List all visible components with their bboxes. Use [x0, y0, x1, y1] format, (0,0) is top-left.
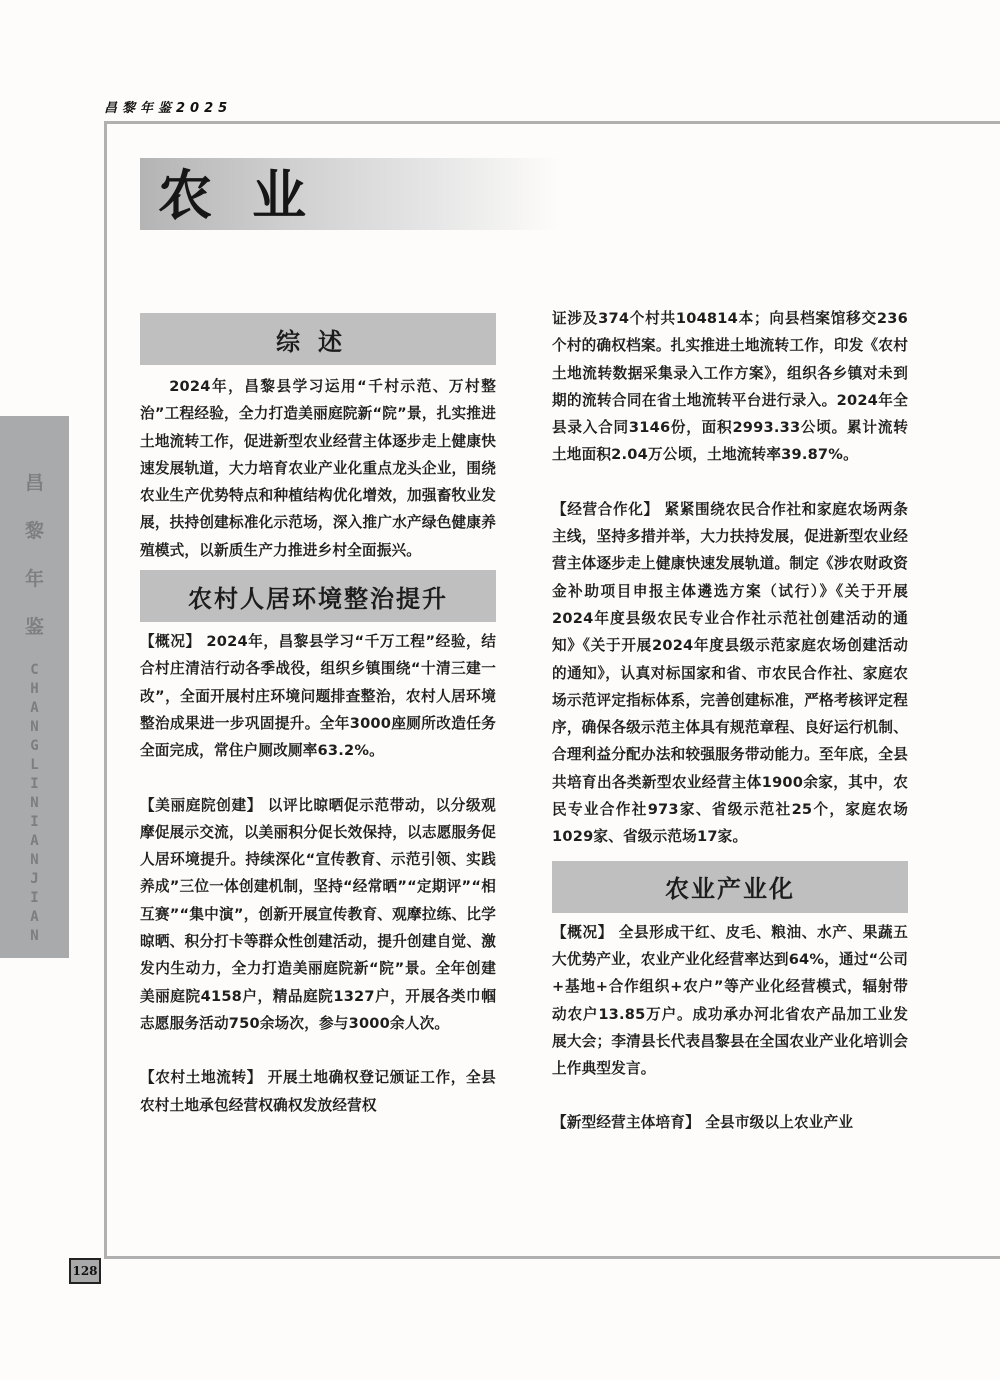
side-tab-char: 年	[24, 568, 44, 590]
side-tab-cn	[25, 474, 44, 637]
paragraph-text: 2024年，昌黎县学习“千万工程”经验，结合村庄清洁行动各季战役，组织乡镇围绕“十清三建一改”，全面开展村庄环境问题排查整治，农村人居环境整治成果进一步巩固提升。全年3000座厕所改造任务全面完成，常住户厕改厕率63.2%。	[140, 633, 496, 760]
running-head: 昌黎年鉴2025	[104, 101, 233, 116]
paragraph-new-entity-cultivation	[552, 1109, 908, 1136]
section-heading-industrialization: 农业产业化	[552, 861, 908, 913]
spacer	[140, 1037, 496, 1064]
paragraph-cooperation	[552, 496, 908, 851]
paragraph-label: 【概况】	[552, 923, 613, 941]
paragraph-label: 【美丽庭院创建】	[140, 796, 262, 814]
section-heading-overview: 综述	[140, 313, 496, 365]
side-tab-char: 鉴	[24, 616, 44, 638]
chapter-title: 农业	[158, 163, 346, 227]
paragraph-label: 【新型经营主体培育】	[552, 1114, 700, 1132]
paragraph-text: 以评比晾晒促示范带动，以分级观摩促展示交流，以美丽积分促长效保持，以志愿服务促人居环境提升。持续深化“宣传教育、示范引领、实践养成”三位一体创建机制，坚持“经常晒”“定期评”“相互赛”“集中演”，创新开展宣传教育、观摩拉练、比学晾晒、积分打卡等群众性创建活动，提升创建自觉、激发内生动力，全力打造美丽庭院新“院”景。全年创建美丽庭院4158户，精品庭院1327户，开展各类巾帼志愿服务活动750余场次，参与3000余人次。	[140, 796, 496, 1032]
section-heading-rural-environment: 农村人居环境整治提升	[140, 570, 496, 622]
paragraph-label: 【概况】	[140, 633, 201, 651]
paragraph-text: 紧紧围绕农民合作社和家庭农场两条主线，坚持多措并举，大力扶持发展，促进新型农业经营主体逐步走上健康快速发展轨道。制定《涉农财政资金补助项目申报主体遴选方案（试行）》《关于开展2024年度县级农民专业合作社示范社创建活动的通知》《关于开展2024年度县级示范家庭农场创建活动的通知》，认真对标国家和省、市农民合作社、家庭农场示范评定指标体系，完善创建标准，严格考核评定程序，确保各级示范主体具有规范章程、良好运行机制、合理利益分配办法和较强服务带动能力。至年底，全县共培育出各类新型农业经营主体1900余家，其中，农民专业合作社973家、省级示范社25个，家庭农场1029家、省级示范场17家。	[552, 500, 909, 846]
side-tab-char: 昌	[24, 472, 44, 494]
page-number: 128	[69, 1258, 101, 1284]
paragraph-industrialization-overview	[552, 919, 908, 1083]
frame-left-rule	[104, 121, 107, 1258]
land-transfer-continued: 证涉及374个村共104814本；向县档案馆移交236个村的确权档案。扎实推进土地流转工作，印发《农村土地流转数据采集录入工作方案》，组织各乡镇对未到期的流转合同在省土地流转平台进行录入。2024年全县录入合同3146份，面积2993.33公顷。累计流转土地面积2.04万公顷，土地流转率39.87%。	[552, 310, 908, 464]
side-tab-en: CHANGLINIANJIAN	[26, 662, 43, 947]
right-column	[552, 305, 908, 1137]
paragraph-label: 【农村土地流转】	[140, 1069, 262, 1087]
left-column	[140, 313, 496, 1119]
spacer	[552, 469, 908, 496]
frame-bottom-rule	[104, 1256, 1000, 1259]
paragraph-text: 全县形成干红、皮毛、粮油、水产、果蔬五大优势产业，农业产业化经营率达到64%，通过“公司+基地+合作组织+农户”等产业化经营模式，辐射带动农户13.85万户。成功承办河北省农产品加工业发展大会；李清县长代表昌黎县在全国农业产业化培训会上作典型发言。	[552, 923, 908, 1078]
paragraph-rural-overview	[140, 628, 496, 764]
side-thumb-tab	[0, 416, 69, 958]
frame-top-rule	[104, 121, 1000, 124]
overview-paragraph: 2024年，昌黎县学习运用“千村示范、万村整治”工程经验，全力打造美丽庭院新“院”景，扎实推进土地流转工作，促进新型农业经营主体逐步走上健康快速发展轨道，大力培育农业产业化重点龙头企业，围绕农业生产优势特点和种植结构优化增效，加强畜牧业发展，扶持创建标准化示范场，深入推广水产绿色健康养殖模式，以新质生产力推进乡村全面振兴。	[140, 378, 496, 559]
side-tab-char: 黎	[24, 520, 44, 542]
spacer	[140, 765, 496, 792]
paragraph-label: 【经营合作化】	[552, 500, 659, 518]
spacer	[552, 1082, 908, 1109]
paragraph-text: 开展土地确权登记颁证工作，全县农村土地承包经营权确权发放经营权	[140, 1069, 496, 1114]
paragraph-text: 全县市级以上农业产业	[699, 1114, 854, 1132]
paragraph-beautiful-courtyard	[140, 792, 496, 1038]
paragraph-land-transfer	[140, 1064, 496, 1119]
